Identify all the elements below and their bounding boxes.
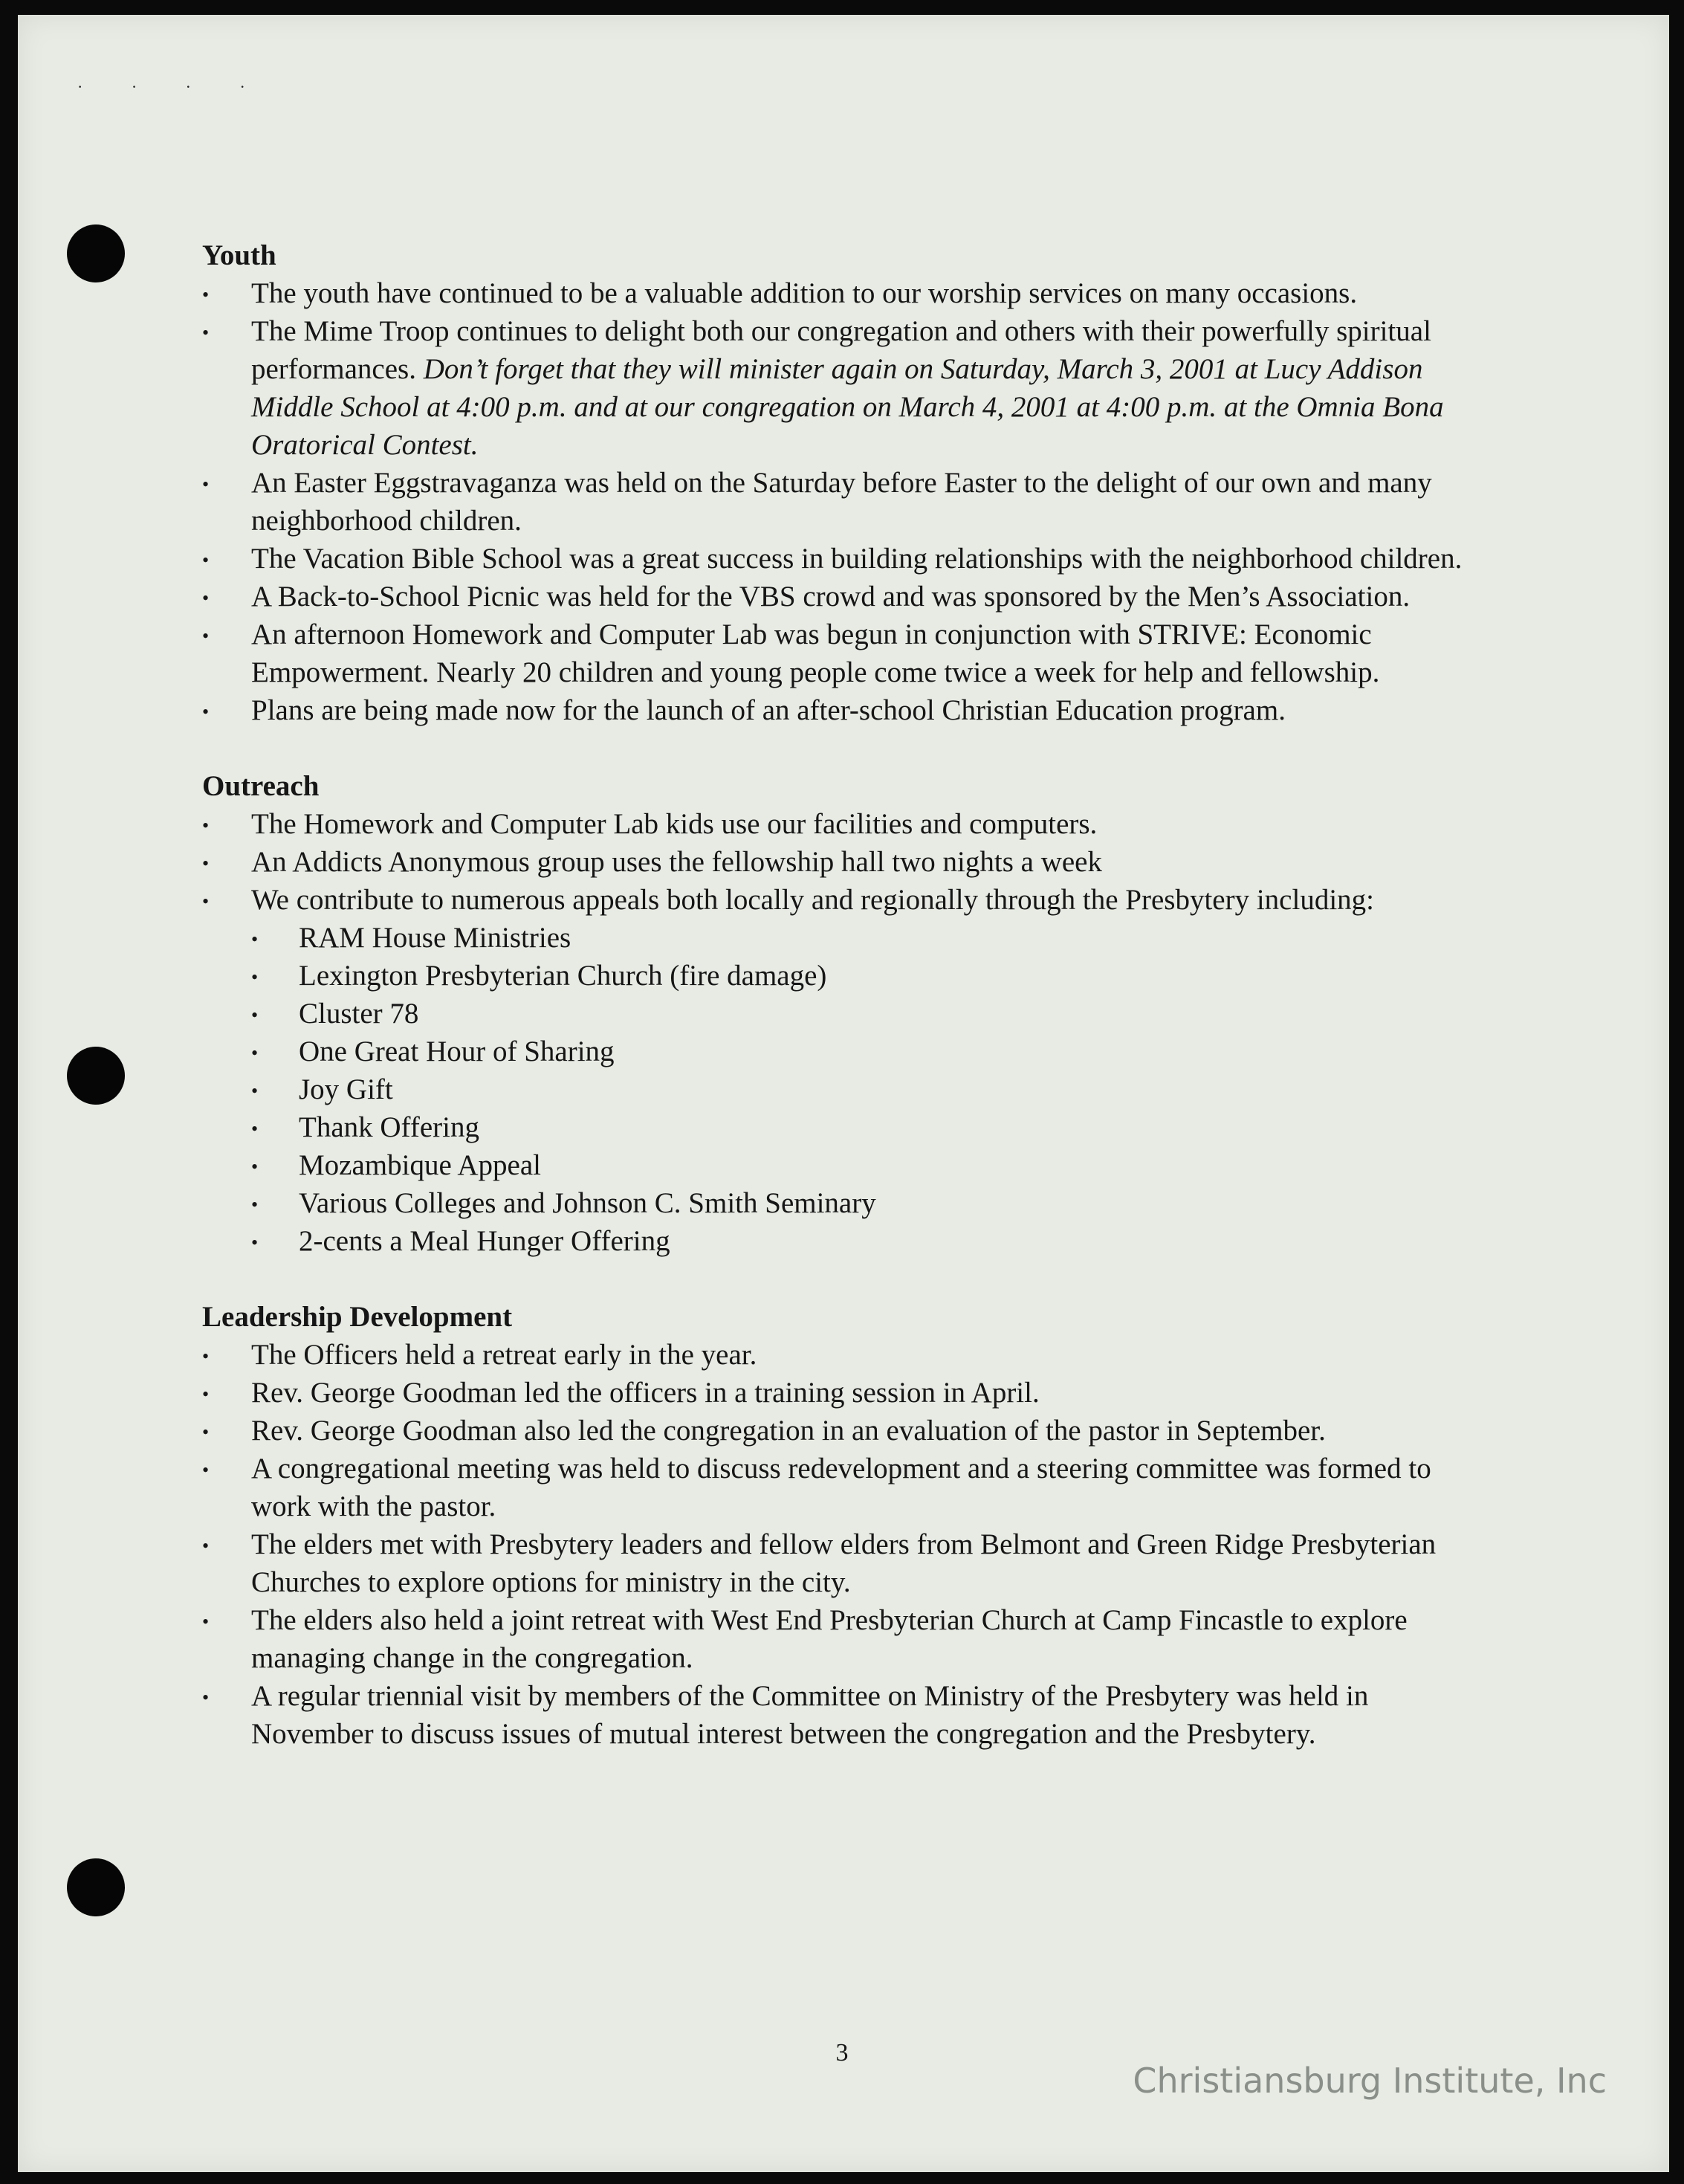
punch-hole-top: [67, 224, 125, 282]
watermark: Christiansburg Institute, Inc: [1133, 2061, 1607, 2101]
youth-list: [202, 274, 1480, 729]
list-item: • An Addicts Anonymous group uses the fellowship hall two nights a week: [202, 843, 1480, 881]
list-item: • The elders also held a joint retreat with West End Presbyterian Church at Camp Fincastle to explore managing change in the congregation.: [202, 1601, 1480, 1677]
list-item: • Plans are being made now for the launch of an after-school Christian Education program.: [202, 691, 1480, 729]
youth-section: [202, 236, 1480, 729]
appeal-item: • Lexington Presbyterian Church (fire damage): [251, 957, 1480, 995]
list-item: • An afternoon Homework and Computer Lab was begun in conjunction with STRIVE: Economic Empowerment. Nearly 20 children and young people come twice a week for help and fellowship.: [202, 616, 1480, 691]
mime-text: The Mime Troop continues to delight both our congregation and others with their powerfully spiritual performances.: [251, 315, 1431, 385]
list-item: [202, 312, 1480, 464]
punch-hole-middle: [67, 1047, 125, 1105]
list-item: • The Homework and Computer Lab kids use our facilities and computers.: [202, 805, 1480, 843]
appeal-item: • One Great Hour of Sharing: [251, 1033, 1480, 1070]
list-item: • A regular triennial visit by members of the Committee on Ministry of the Presbytery was held in November to discuss issues of mutual interest between the congregation and the Presbytery.: [202, 1677, 1480, 1753]
list-item: • Rev. George Goodman led the officers in a training session in April.: [202, 1374, 1480, 1412]
list-item: • Rev. George Goodman also led the congregation in an evaluation of the pastor in September.: [202, 1412, 1480, 1450]
outreach-heading: Outreach: [202, 770, 320, 802]
outreach-section: [202, 767, 1480, 1260]
outreach-list: [202, 805, 1480, 1260]
list-item: • The youth have continued to be a valuable addition to our worship services on many occasions.: [202, 274, 1480, 312]
leadership-section: [202, 1298, 1480, 1753]
appeal-item: • Mozambique Appeal: [251, 1146, 1480, 1184]
list-item: • The Officers held a retreat early in the year.: [202, 1336, 1480, 1374]
appeals-list: [251, 919, 1480, 1260]
list-item: • A congregational meeting was held to discuss redevelopment and a steering committee was formed to work with the pastor.: [202, 1450, 1480, 1525]
appeal-item: • RAM House Ministries: [251, 919, 1480, 957]
leadership-list: [202, 1336, 1480, 1753]
appeal-item: • Various Colleges and Johnson C. Smith Seminary: [251, 1184, 1480, 1222]
list-item: [202, 881, 1480, 1260]
list-item: • An Easter Eggstravaganza was held on the Saturday before Easter to the delight of our own and many neighborhood children.: [202, 464, 1480, 540]
stray-marks: · · · ·: [77, 77, 268, 96]
youth-heading: Youth: [202, 239, 276, 271]
appeals-intro: We contribute to numerous appeals both locally and regionally through the Presbytery including:: [251, 884, 1375, 916]
appeal-item: • Cluster 78: [251, 995, 1480, 1033]
document-body: [202, 236, 1480, 1791]
list-item: • A Back-to-School Picnic was held for the VBS crowd and was sponsored by the Men’s Association.: [202, 578, 1480, 616]
leadership-heading: Leadership Development: [202, 1301, 513, 1333]
page-number: 3: [835, 2039, 849, 2067]
appeal-item: • Joy Gift: [251, 1070, 1480, 1108]
punch-hole-bottom: [67, 1858, 125, 1916]
appeal-item: • Thank Offering: [251, 1108, 1480, 1146]
appeal-item: • 2-cents a Meal Hunger Offering: [251, 1222, 1480, 1260]
list-item: • The Vacation Bible School was a great success in building relationships with the neighborhood children.: [202, 540, 1480, 578]
mime-italic-note: Don’t forget that they will minister again on Saturday, March 3, 2001 at Lucy Addison Middle School at 4:00 p.m. and at our congregation on March 4, 2001 at 4:00 p.m. at the Omnia Bona Oratorical Contest.: [251, 353, 1444, 461]
list-item: • The elders met with Presbytery leaders and fellow elders from Belmont and Green Ridge Presbyterian Churches to explore options for ministry in the city.: [202, 1525, 1480, 1601]
